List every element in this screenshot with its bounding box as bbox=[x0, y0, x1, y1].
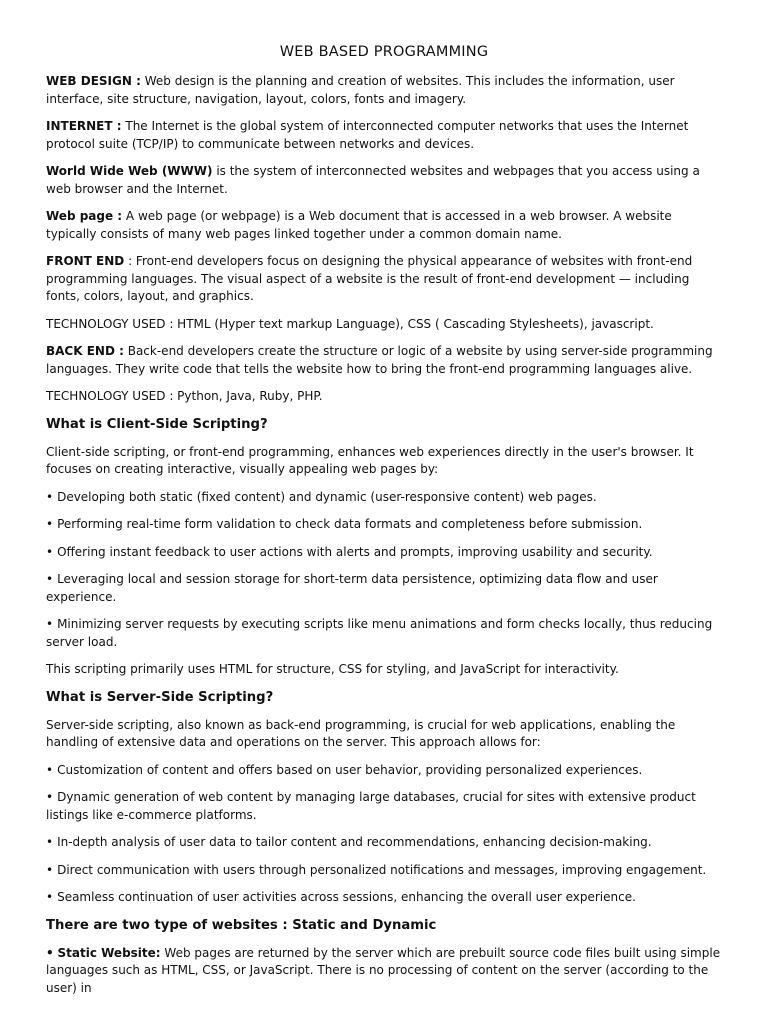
list-item-text: Seamless continuation of user activities across sessions, enhancing the overall user experience. bbox=[57, 890, 636, 904]
list-item-text: Developing both static (fixed content) and dynamic (user-responsive content) web pages. bbox=[57, 489, 597, 504]
bullet-icon: • bbox=[46, 572, 54, 586]
list-item-text: Leveraging local and session storage for short-term data persistence, optimizing data flow and user experience. bbox=[46, 572, 658, 604]
definition-label: Web page : bbox=[46, 209, 123, 223]
list-item bbox=[46, 862, 722, 880]
bullet-icon: • bbox=[46, 489, 54, 504]
definition-front-end bbox=[46, 253, 722, 306]
website-types-heading: There are two type of websites : Static and Dynamic bbox=[46, 917, 437, 933]
definition-web-design bbox=[46, 73, 722, 108]
definition-label: INTERNET : bbox=[46, 119, 122, 133]
definition-label: BACK END : bbox=[46, 344, 124, 358]
definition-back-end bbox=[46, 343, 722, 378]
list-item-text: Direct communication with users through personalized notifications and messages, improving engagement. bbox=[57, 862, 707, 877]
definition-label: WEB DESIGN : bbox=[46, 74, 141, 88]
static-website-label: Static Website: bbox=[57, 945, 161, 960]
list-item bbox=[46, 889, 722, 907]
list-item-text: Dynamic generation of web content by managing large databases, crucial for sites with extensive product listings like e-commerce platforms. bbox=[46, 790, 696, 822]
bullet-icon: • bbox=[46, 862, 54, 877]
frontend-technology: TECHNOLOGY USED : HTML (Hyper text markup Language), CSS ( Cascading Stylesheets), javascript. bbox=[46, 316, 654, 331]
server-side-heading: What is Server-Side Scripting? bbox=[46, 689, 274, 705]
definition-text: The Internet is the global system of interconnected computer networks that uses the Internet protocol suite (TCP/IP) to communicate between networks and devices. bbox=[46, 119, 689, 151]
definition-text: Back-end developers create the structure or logic of a website by using server-side programming languages. They write code that tells the website how to bring the front-end programming languages alive. bbox=[46, 344, 713, 376]
bullet-icon: • bbox=[46, 890, 54, 904]
backend-technology: TECHNOLOGY USED : Python, Java, Ruby, PHP. bbox=[46, 389, 323, 403]
client-side-intro: Client-side scripting, or front-end programming, enhances web experiences directly in the user's browser. It focuses on creating interactive, visually appealing web pages by: bbox=[46, 444, 694, 476]
list-item-text: In-depth analysis of user data to tailor content and recommendations, enhancing decision-making. bbox=[57, 835, 652, 849]
list-item-text: Offering instant feedback to user actions with alerts and prompts, improving usability and security. bbox=[57, 544, 653, 559]
definition-internet bbox=[46, 118, 722, 153]
bullet-icon: • bbox=[46, 835, 54, 849]
definition-text: is the system of interconnected websites and webpages that you access using a web browser and the Internet. bbox=[46, 164, 700, 196]
bullet-icon: • bbox=[46, 790, 54, 804]
list-item-text: Performing real-time form validation to check data formats and completeness before submission. bbox=[57, 517, 643, 531]
list-item bbox=[46, 489, 722, 507]
bullet-icon: • bbox=[46, 617, 54, 631]
definition-label: World Wide Web (WWW) bbox=[46, 164, 213, 178]
list-item bbox=[46, 544, 722, 562]
list-item-text: Minimizing server requests by executing scripts like menu animations and form checks locally, thus reducing server load. bbox=[46, 617, 713, 649]
list-item bbox=[46, 571, 722, 606]
static-website-item bbox=[46, 945, 722, 998]
client-side-outro: This scripting primarily uses HTML for structure, CSS for styling, and JavaScript for interactivity. bbox=[46, 662, 619, 676]
page-title: WEB BASED PROGRAMMING bbox=[279, 44, 489, 60]
bullet-icon: • bbox=[46, 945, 54, 960]
list-item bbox=[46, 616, 722, 651]
definition-www bbox=[46, 163, 722, 198]
static-website-text: Web pages are returned by the server which are prebuilt source code files built using simple languages such as HTML, CSS, or JavaScript. There is no processing of content on the server (according to the user) in bbox=[46, 945, 721, 995]
definition-text: A web page (or webpage) is a Web document that is accessed in a web browser. A website typically consists of many web pages linked together under a common domain name. bbox=[46, 209, 672, 241]
list-item bbox=[46, 834, 722, 852]
list-item bbox=[46, 789, 722, 824]
definition-web-page bbox=[46, 208, 722, 243]
list-item bbox=[46, 516, 722, 534]
definition-text: Web design is the planning and creation of websites. This includes the information, user interface, site structure, navigation, layout, colors, fonts and imagery. bbox=[46, 74, 675, 106]
list-item bbox=[46, 762, 722, 780]
definition-text: : Front-end developers focus on designing the physical appearance of websites with front-end programming languages. The visual aspect of a website is the result of front-end development — including fonts, colors, layout, and graphics. bbox=[46, 254, 693, 303]
list-item-text: Customization of content and offers based on user behavior, providing personalized experiences. bbox=[57, 762, 643, 777]
client-side-heading: What is Client-Side Scripting? bbox=[46, 416, 268, 432]
server-side-intro: Server-side scripting, also known as back-end programming, is crucial for web applications, enabling the handling of extensive data and operations on the server. This approach allows for: bbox=[46, 717, 676, 749]
bullet-icon: • bbox=[46, 544, 54, 559]
definition-label: FRONT END bbox=[46, 254, 125, 268]
bullet-icon: • bbox=[46, 762, 54, 777]
bullet-icon: • bbox=[46, 517, 54, 531]
